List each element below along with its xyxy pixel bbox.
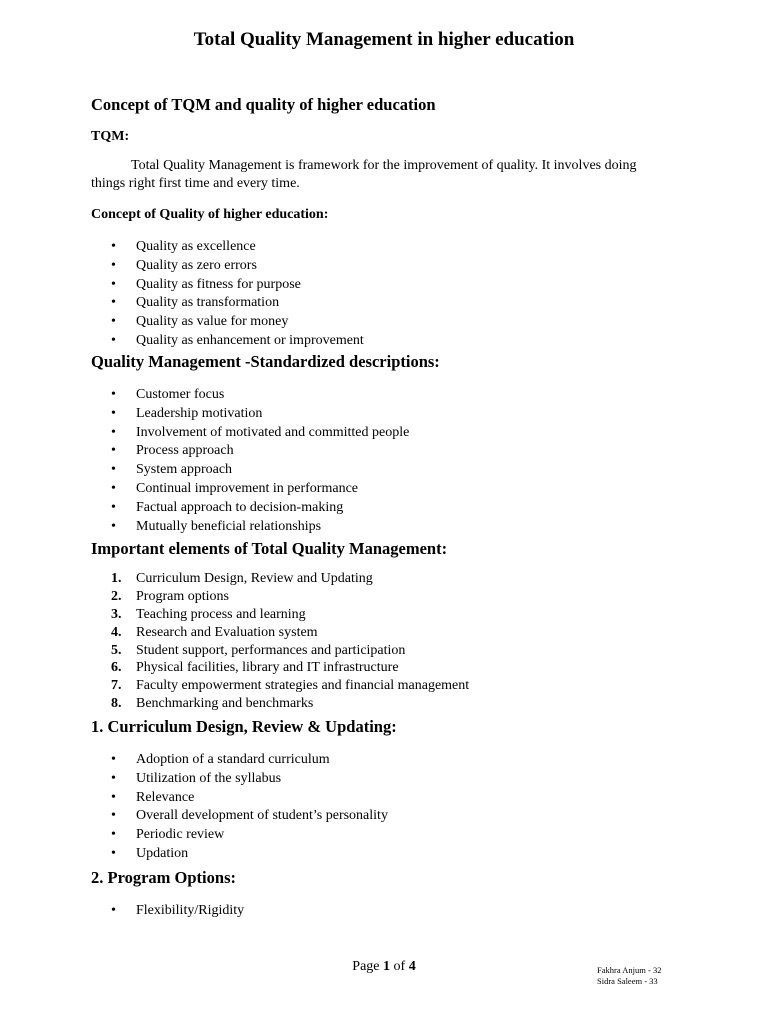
document-title: Total Quality Management in higher education: [193, 29, 575, 50]
tqm-paragraph-line2: things right first time and every time.: [91, 176, 300, 191]
list-item: • Quality as excellence: [91, 238, 364, 257]
list-item: [91, 695, 469, 713]
list-number: 3.: [111, 606, 122, 622]
list-text: Benchmarking and benchmarks: [136, 696, 314, 712]
list-number: 4.: [111, 624, 122, 640]
list-item: • Relevance: [91, 789, 388, 808]
list-item: [91, 677, 469, 695]
list-text: Research and Evaluation system: [136, 624, 318, 640]
list-number: 6.: [111, 660, 122, 676]
heading-elements: Important elements of Total Quality Management:: [91, 539, 448, 558]
list-number: 2.: [111, 588, 122, 604]
list-text: Teaching process and learning: [136, 606, 306, 622]
list-item: [91, 588, 469, 606]
list-item: • Updation: [91, 845, 388, 864]
list-text: Physical facilities, library and IT infrastructure: [136, 660, 399, 676]
author-1: Fakhra Anjum - 32: [597, 965, 662, 975]
list-item: • Utilization of the syllabus: [91, 770, 388, 789]
list-text: Curriculum Design, Review and Updating: [136, 571, 373, 586]
list-item: • Customer focus: [91, 386, 409, 405]
heading-standardized: Quality Management -Standardized descriptions:: [91, 352, 440, 371]
list-item: • System approach: [91, 461, 409, 480]
author-2: Sidra Saleem - 33: [597, 976, 658, 986]
list-number: 7.: [111, 678, 122, 694]
list-item: • Quality as enhancement or improvement: [91, 332, 364, 351]
list-item: • Involvement of motivated and committed people: [91, 424, 409, 443]
list-number: 1.: [111, 571, 122, 586]
list-item: • Adoption of a standard curriculum: [91, 751, 388, 770]
heading-concept: Concept of TQM and quality of higher education: [91, 95, 436, 114]
tqm-paragraph-line1: Total Quality Management is framework for the improvement of quality. It involves doing: [131, 158, 637, 173]
list-item: • Flexibility/Rigidity: [91, 902, 244, 921]
heading-program-options: 2. Program Options:: [91, 868, 236, 887]
list-item: • Leadership motivation: [91, 405, 409, 424]
list-text: Program options: [136, 588, 229, 604]
list-item: • Quality as fitness for purpose: [91, 276, 364, 295]
tqm-label: TQM:: [91, 129, 130, 144]
list-item: • Mutually beneficial relationships: [91, 518, 409, 537]
elements-list: [91, 570, 469, 713]
list-item: • Periodic review: [91, 826, 388, 845]
list-item: [91, 659, 469, 677]
list-item: • Quality as zero errors: [91, 257, 364, 276]
page-of: of: [393, 959, 406, 974]
list-item: [91, 642, 469, 660]
quality-concept-heading: Concept of Quality of higher education:: [91, 207, 329, 222]
list-item: • Quality as value for money: [91, 313, 364, 332]
list-item: [91, 606, 469, 624]
quality-concept-list: [91, 238, 364, 351]
list-text: Faculty empowerment strategies and financial management: [136, 678, 470, 694]
list-item: • Quality as transformation: [91, 294, 364, 313]
page-current: 1: [383, 959, 391, 974]
standardized-list: [91, 386, 409, 536]
curriculum-list: [91, 751, 388, 864]
list-item: • Overall development of student’s personality: [91, 807, 388, 826]
list-item: [91, 624, 469, 642]
list-item: • Factual approach to decision-making: [91, 499, 409, 518]
page-prefix: Page: [352, 959, 380, 974]
list-item: [91, 570, 469, 588]
list-item: • Continual improvement in performance: [91, 480, 409, 499]
page-total: 4: [408, 959, 416, 974]
list-text: Student support, performances and participation: [136, 642, 406, 658]
list-number: 5.: [111, 642, 122, 658]
program-options-list: [91, 902, 244, 921]
list-item: • Process approach: [91, 442, 409, 461]
list-number: 8.: [111, 696, 122, 712]
heading-curriculum: 1. Curriculum Design, Review & Updating:: [91, 717, 397, 736]
